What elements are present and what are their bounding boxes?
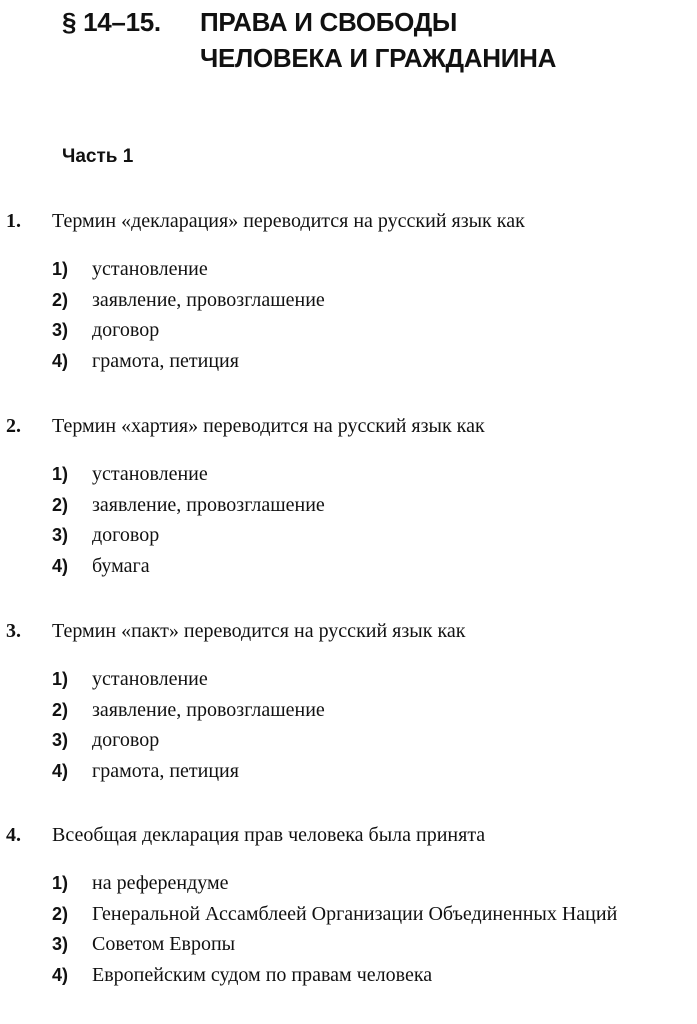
option-text: договор: [92, 524, 160, 546]
question-header: [0, 208, 697, 234]
option-text: установление: [92, 668, 208, 690]
question-text: Термин «хартия» переводится на русский язык как: [52, 415, 485, 437]
answer-option-2[interactable]: [0, 490, 697, 521]
option-number: 3): [52, 730, 69, 750]
option-text: Европейским судом по правам человека: [92, 963, 433, 986]
option-text: заявление, провозглашение: [92, 493, 325, 516]
option-text: грамота, петиция: [92, 759, 239, 782]
option-number: 4): [52, 555, 69, 576]
question-text: Термин «пакт» переводится на русский язык как: [52, 620, 466, 642]
answer-option-1[interactable]: [0, 664, 697, 695]
answer-option-3[interactable]: [0, 725, 697, 756]
option-number: 1): [52, 464, 69, 484]
answer-option-1[interactable]: [0, 254, 697, 285]
option-number: 2): [52, 699, 69, 720]
option-number: 3): [52, 525, 69, 545]
question-text: Термин «декларация» переводится на русский язык как: [52, 210, 525, 232]
option-number: 2): [52, 903, 69, 924]
question-2: [0, 413, 697, 577]
answer-option-1[interactable]: [0, 868, 697, 899]
option-number: 4): [52, 760, 69, 781]
option-text: заявление, провозглашение: [92, 288, 325, 311]
option-number: 4): [52, 964, 69, 985]
option-text: установление: [92, 463, 208, 485]
answer-option-3[interactable]: [0, 520, 697, 551]
option-text: Советом Европы: [92, 933, 236, 955]
question-number: 2.: [6, 415, 21, 437]
option-text: грамота, петиция: [92, 349, 239, 372]
answer-option-4[interactable]: [0, 346, 697, 377]
answer-option-3[interactable]: [0, 929, 697, 960]
answer-option-2[interactable]: [0, 899, 697, 930]
answer-option-3[interactable]: [0, 315, 697, 346]
section-number: § 14–15.: [62, 7, 161, 37]
answer-options: [0, 254, 697, 376]
part-title: Часть 1: [62, 146, 134, 167]
section-title-line2: ЧЕЛОВЕКА И ГРАЖДАНИНА: [200, 43, 557, 73]
question-3: [0, 618, 697, 782]
option-number: 2): [52, 494, 69, 515]
answer-option-4[interactable]: [0, 551, 697, 582]
option-text: заявление, провозглашение: [92, 698, 325, 721]
answer-option-2[interactable]: [0, 695, 697, 726]
question-header: [0, 413, 697, 439]
question-text: Всеобщая декларация прав человека была принята: [52, 824, 486, 846]
answer-option-1[interactable]: [0, 459, 697, 490]
option-text: Генеральной Ассамблеей Организации Объединенных Наций: [92, 902, 618, 925]
question-header: [0, 618, 697, 644]
question-4: [0, 822, 697, 986]
question-number: 4.: [6, 824, 21, 846]
option-number: 2): [52, 289, 69, 310]
question-number: 3.: [6, 620, 21, 642]
option-number: 3): [52, 934, 69, 954]
question-1: [0, 208, 697, 372]
section-heading: [62, 4, 556, 76]
option-number: 1): [52, 259, 69, 279]
answer-options: [0, 459, 697, 581]
option-text: бумага: [92, 554, 150, 577]
option-number: 3): [52, 320, 69, 340]
option-number: 4): [52, 350, 69, 371]
answer-option-2[interactable]: [0, 285, 697, 316]
option-text: договор: [92, 319, 160, 341]
question-header: [0, 822, 697, 848]
option-text: договор: [92, 729, 160, 751]
question-number: 1.: [6, 210, 21, 232]
answer-options: [0, 868, 697, 990]
option-text: на референдуме: [92, 872, 229, 894]
option-number: 1): [52, 669, 69, 689]
section-title-line1: ПРАВА И СВОБОДЫ: [200, 7, 458, 37]
answer-option-4[interactable]: [0, 960, 697, 991]
answer-options: [0, 664, 697, 786]
answer-option-4[interactable]: [0, 756, 697, 787]
option-number: 1): [52, 873, 69, 893]
option-text: установление: [92, 258, 208, 280]
